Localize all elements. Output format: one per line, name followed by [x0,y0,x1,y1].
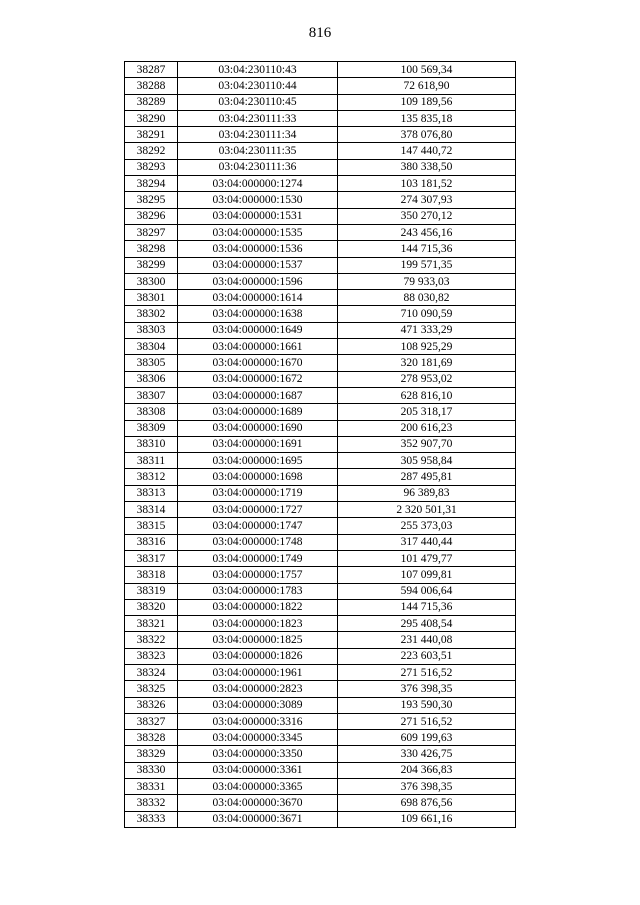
cadastral-value-cell: 223 603,51 [338,648,516,664]
cadastral-number-cell: 03:04:000000:1757 [178,567,338,583]
cadastral-number-cell: 03:04:000000:1748 [178,534,338,550]
cadastral-number-cell: 03:04:000000:1691 [178,436,338,452]
table-row [125,371,516,387]
cadastral-value-cell: 204 366,83 [338,762,516,778]
table-row [125,469,516,485]
row-number-cell: 38304 [125,339,178,355]
table-row [125,339,516,355]
cadastral-number-cell: 03:04:000000:1823 [178,616,338,632]
row-number-cell: 38289 [125,94,178,110]
table-row [125,241,516,257]
cadastral-number-cell: 03:04:230110:44 [178,78,338,94]
row-number-cell: 38312 [125,469,178,485]
table-body [125,62,516,828]
table-row [125,583,516,599]
cadastral-value-cell: 147 440,72 [338,143,516,159]
cadastral-value-cell: 108 925,29 [338,339,516,355]
cadastral-number-cell: 03:04:000000:1747 [178,518,338,534]
row-number-cell: 38303 [125,322,178,338]
cadastral-number-cell: 03:04:230110:45 [178,94,338,110]
row-number-cell: 38294 [125,176,178,192]
cadastral-value-cell: 320 181,69 [338,355,516,371]
row-number-cell: 38301 [125,290,178,306]
cadastral-number-cell: 03:04:000000:1530 [178,192,338,208]
cadastral-value-cell: 103 181,52 [338,176,516,192]
table-row [125,94,516,110]
table-row [125,192,516,208]
table-row [125,485,516,501]
cadastral-value-cell: 330 426,75 [338,746,516,762]
table-row [125,811,516,827]
row-number-cell: 38325 [125,681,178,697]
cadastral-value-cell: 271 516,52 [338,664,516,680]
table-row [125,159,516,175]
cadastral-number-cell: 03:04:000000:1689 [178,404,338,420]
row-number-cell: 38319 [125,583,178,599]
row-number-cell: 38299 [125,257,178,273]
cadastral-number-cell: 03:04:000000:1274 [178,176,338,192]
table-row [125,648,516,664]
table-row [125,697,516,713]
table-row [125,713,516,729]
row-number-cell: 38324 [125,664,178,680]
cadastral-number-cell: 03:04:000000:3350 [178,746,338,762]
table-row [125,664,516,680]
cadastral-number-cell: 03:04:000000:2823 [178,681,338,697]
table-row [125,534,516,550]
row-number-cell: 38300 [125,273,178,289]
row-number-cell: 38302 [125,306,178,322]
cadastral-value-cell: 135 835,18 [338,110,516,126]
cadastral-value-cell: 380 338,50 [338,159,516,175]
cadastral-number-cell: 03:04:000000:1670 [178,355,338,371]
cadastral-number-cell: 03:04:000000:1749 [178,550,338,566]
table-row [125,616,516,632]
cadastral-value-cell: 2 320 501,31 [338,502,516,518]
cadastral-value-cell: 710 090,59 [338,306,516,322]
cadastral-value-cell: 698 876,56 [338,795,516,811]
cadastral-value-cell: 350 270,12 [338,208,516,224]
row-number-cell: 38326 [125,697,178,713]
table-row [125,404,516,420]
cadastral-number-cell: 03:04:000000:1537 [178,257,338,273]
row-number-cell: 38296 [125,208,178,224]
row-number-cell: 38298 [125,241,178,257]
row-number-cell: 38310 [125,436,178,452]
row-number-cell: 38315 [125,518,178,534]
cadastral-number-cell: 03:04:230111:33 [178,110,338,126]
cadastral-number-cell: 03:04:000000:1535 [178,224,338,240]
cadastral-value-cell: 144 715,36 [338,599,516,615]
table-row [125,306,516,322]
cadastral-number-cell: 03:04:000000:3671 [178,811,338,827]
table-row [125,127,516,143]
cadastral-value-cell: 278 953,02 [338,371,516,387]
row-number-cell: 38316 [125,534,178,550]
table-row [125,681,516,697]
cadastral-number-cell: 03:04:000000:3670 [178,795,338,811]
row-number-cell: 38323 [125,648,178,664]
row-number-cell: 38311 [125,453,178,469]
cadastral-value-cell: 287 495,81 [338,469,516,485]
row-number-cell: 38306 [125,371,178,387]
cadastral-value-cell: 243 456,16 [338,224,516,240]
cadastral-value-cell: 79 933,03 [338,273,516,289]
cadastral-value-cell: 199 571,35 [338,257,516,273]
cadastral-number-cell: 03:04:000000:3361 [178,762,338,778]
cadastral-value-cell: 295 408,54 [338,616,516,632]
row-number-cell: 38292 [125,143,178,159]
table-row [125,387,516,403]
cadastral-number-cell: 03:04:000000:1596 [178,273,338,289]
cadastral-number-cell: 03:04:000000:1687 [178,387,338,403]
cadastral-value-cell: 352 907,70 [338,436,516,452]
cadastral-number-cell: 03:04:230111:36 [178,159,338,175]
cadastral-value-cell: 305 958,84 [338,453,516,469]
table-row [125,78,516,94]
cadastral-value-cell: 317 440,44 [338,534,516,550]
cadastral-value-cell: 96 389,83 [338,485,516,501]
row-number-cell: 38317 [125,550,178,566]
row-number-cell: 38318 [125,567,178,583]
table-row [125,730,516,746]
table-row [125,208,516,224]
row-number-cell: 38330 [125,762,178,778]
cadastral-number-cell: 03:04:000000:3089 [178,697,338,713]
table-row [125,110,516,126]
table-row [125,779,516,795]
table-row [125,746,516,762]
cadastral-value-cell: 144 715,36 [338,241,516,257]
cadastral-number-cell: 03:04:000000:1783 [178,583,338,599]
row-number-cell: 38329 [125,746,178,762]
cadastral-value-cell: 255 373,03 [338,518,516,534]
cadastral-number-cell: 03:04:000000:1614 [178,290,338,306]
cadastral-number-cell: 03:04:000000:1825 [178,632,338,648]
row-number-cell: 38291 [125,127,178,143]
cadastral-value-cell: 193 590,30 [338,697,516,713]
cadastral-value-cell: 271 516,52 [338,713,516,729]
row-number-cell: 38321 [125,616,178,632]
cadastral-number-cell: 03:04:000000:1690 [178,420,338,436]
cadastral-number-cell: 03:04:000000:3316 [178,713,338,729]
cadastral-number-cell: 03:04:000000:1822 [178,599,338,615]
row-number-cell: 38287 [125,62,178,78]
cadastral-number-cell: 03:04:000000:3345 [178,730,338,746]
table-row [125,502,516,518]
row-number-cell: 38295 [125,192,178,208]
table-row [125,599,516,615]
table-row [125,795,516,811]
row-number-cell: 38293 [125,159,178,175]
cadastral-number-cell: 03:04:000000:3365 [178,779,338,795]
cadastral-value-cell: 205 318,17 [338,404,516,420]
cadastral-number-cell: 03:04:000000:1638 [178,306,338,322]
row-number-cell: 38328 [125,730,178,746]
row-number-cell: 38288 [125,78,178,94]
cadastral-value-cell: 88 030,82 [338,290,516,306]
cadastral-number-cell: 03:04:000000:1672 [178,371,338,387]
cadastral-value-cell: 378 076,80 [338,127,516,143]
cadastral-number-cell: 03:04:230111:34 [178,127,338,143]
cadastral-number-cell: 03:04:000000:1698 [178,469,338,485]
row-number-cell: 38333 [125,811,178,827]
table-row [125,273,516,289]
table-row [125,420,516,436]
row-number-cell: 38309 [125,420,178,436]
page-number: 816 [308,25,332,41]
cadastral-value-cell: 376 398,35 [338,681,516,697]
table-row [125,322,516,338]
cadastral-value-cell: 274 307,93 [338,192,516,208]
table-row [125,518,516,534]
cadastral-number-cell: 03:04:000000:1661 [178,339,338,355]
cadastral-value-cell: 376 398,35 [338,779,516,795]
cadastral-number-cell: 03:04:000000:1536 [178,241,338,257]
cadastral-value-table [124,61,516,828]
cadastral-value-cell: 101 479,77 [338,550,516,566]
cadastral-number-cell: 03:04:230110:43 [178,62,338,78]
table-row [125,632,516,648]
row-number-cell: 38308 [125,404,178,420]
row-number-cell: 38327 [125,713,178,729]
table-row [125,257,516,273]
table-row [125,224,516,240]
row-number-cell: 38322 [125,632,178,648]
row-number-cell: 38320 [125,599,178,615]
table-row [125,762,516,778]
row-number-cell: 38331 [125,779,178,795]
row-number-cell: 38297 [125,224,178,240]
row-number-cell: 38307 [125,387,178,403]
cadastral-value-cell: 609 199,63 [338,730,516,746]
cadastral-number-cell: 03:04:000000:1719 [178,485,338,501]
cadastral-number-cell: 03:04:000000:1649 [178,322,338,338]
table-row [125,453,516,469]
table-row [125,436,516,452]
cadastral-number-cell: 03:04:000000:1531 [178,208,338,224]
table-row [125,550,516,566]
cadastral-value-cell: 109 189,56 [338,94,516,110]
row-number-cell: 38314 [125,502,178,518]
table-row [125,355,516,371]
cadastral-value-cell: 471 333,29 [338,322,516,338]
cadastral-value-cell: 231 440,08 [338,632,516,648]
table-row [125,143,516,159]
cadastral-number-cell: 03:04:000000:1961 [178,664,338,680]
table-row [125,290,516,306]
cadastral-value-cell: 109 661,16 [338,811,516,827]
row-number-cell: 38290 [125,110,178,126]
cadastral-number-cell: 03:04:230111:35 [178,143,338,159]
row-number-cell: 38305 [125,355,178,371]
row-number-cell: 38313 [125,485,178,501]
table-row [125,176,516,192]
cadastral-value-cell: 107 099,81 [338,567,516,583]
table-row [125,62,516,78]
cadastral-value-cell: 594 006,64 [338,583,516,599]
table-row [125,567,516,583]
cadastral-number-cell: 03:04:000000:1826 [178,648,338,664]
cadastral-number-cell: 03:04:000000:1727 [178,502,338,518]
cadastral-value-cell: 72 618,90 [338,78,516,94]
cadastral-value-cell: 200 616,23 [338,420,516,436]
cadastral-value-cell: 628 816,10 [338,387,516,403]
row-number-cell: 38332 [125,795,178,811]
cadastral-number-cell: 03:04:000000:1695 [178,453,338,469]
cadastral-value-cell: 100 569,34 [338,62,516,78]
